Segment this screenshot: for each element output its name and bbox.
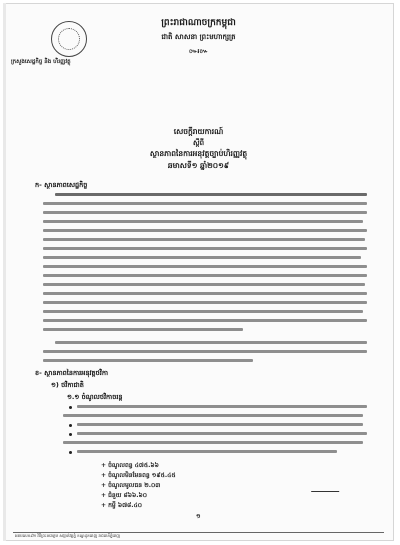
subsection-heading-national-budget: ១) ថវិកាជាតិ bbox=[51, 381, 84, 389]
text-line bbox=[43, 328, 243, 331]
report-title-line-1: ស្ថានភាពនៃការអនុវត្តច្បាប់ហិរញ្ញវត្ថុ bbox=[149, 149, 248, 158]
kingdom-title: ព្រះរាជាណាចក្រកម្ពុជា bbox=[161, 18, 236, 28]
text-line bbox=[77, 450, 337, 453]
page-number: ១ bbox=[196, 513, 201, 520]
footer-address: អគារលេខ៩២ វិថីព្រះនរោត្តម សង្កាត់វត្តភ្នំ ខណ្ឌដូនពេញ រាជធានីភ្នំពេញ bbox=[15, 533, 121, 538]
ministry-seal-icon bbox=[51, 21, 87, 57]
text-line bbox=[55, 193, 367, 196]
section-heading-economy: ក- ស្ថានភាពសេដ្ឋកិច្ច bbox=[35, 181, 88, 189]
text-line bbox=[77, 405, 367, 408]
text-line bbox=[43, 202, 367, 205]
text-line bbox=[43, 301, 367, 304]
text-line bbox=[43, 274, 367, 277]
bullet-icon bbox=[69, 406, 72, 409]
text-line bbox=[63, 414, 363, 417]
text-line bbox=[43, 359, 253, 362]
bullet-icon bbox=[69, 424, 72, 427]
text-line bbox=[43, 283, 365, 286]
subsection-heading-current-revenue: ១.១ ចំណូលថវិកាចរន្ត bbox=[67, 393, 123, 401]
national-motto: ជាតិ សាសនា ព្រះមហាក្សត្រ bbox=[161, 33, 236, 41]
text-line bbox=[77, 432, 367, 435]
section-heading-budget: ខ- ស្ថានភាពនៃការអនុវត្តថវិកា bbox=[35, 369, 109, 377]
text-line bbox=[43, 292, 367, 295]
bullet-icon bbox=[69, 451, 72, 454]
text-line bbox=[43, 211, 367, 214]
motto-ornament: ៚៛៚ bbox=[189, 48, 208, 55]
text-line bbox=[43, 220, 363, 223]
text-line bbox=[55, 341, 367, 344]
ministry-name: ក្រសួងសេដ្ឋកិច្ច និង ហិរញ្ញវត្ថុ bbox=[11, 59, 71, 65]
text-line bbox=[43, 229, 367, 232]
text-line bbox=[43, 265, 367, 268]
document-page bbox=[3, 3, 394, 541]
handwritten-mark-icon bbox=[311, 481, 343, 492]
text-line bbox=[43, 310, 363, 313]
revenue-figure-4: + ជំនួយ ៨៦៦.៦០ bbox=[101, 492, 148, 499]
text-line bbox=[43, 350, 367, 353]
bullet-icon bbox=[69, 433, 72, 436]
revenue-figure-2: + ចំណូលមិនមែនពន្ធ ១៩៥.៤៥ bbox=[101, 472, 176, 479]
text-line bbox=[43, 319, 367, 322]
text-line bbox=[43, 238, 365, 241]
text-line bbox=[43, 247, 367, 250]
revenue-figure-1: + ចំណូលពន្ធ ៤៧៥.៦៦ bbox=[101, 462, 159, 469]
report-label: សេចក្តីរាយការណ៍ bbox=[173, 127, 224, 136]
report-title-line-2: ឆមាសទី១ ឆ្នាំ២០១៩ bbox=[167, 161, 230, 170]
scan-edge bbox=[3, 3, 6, 541]
revenue-figure-5: + កម្ចី ៦៧៨.៤០ bbox=[101, 502, 143, 509]
text-line bbox=[63, 441, 363, 444]
report-subject: ស្តីពី bbox=[192, 139, 205, 147]
text-line bbox=[43, 256, 361, 259]
revenue-figure-3: + ចំណូលមូលធន ២.០៣ bbox=[101, 482, 161, 489]
text-line bbox=[77, 423, 363, 426]
